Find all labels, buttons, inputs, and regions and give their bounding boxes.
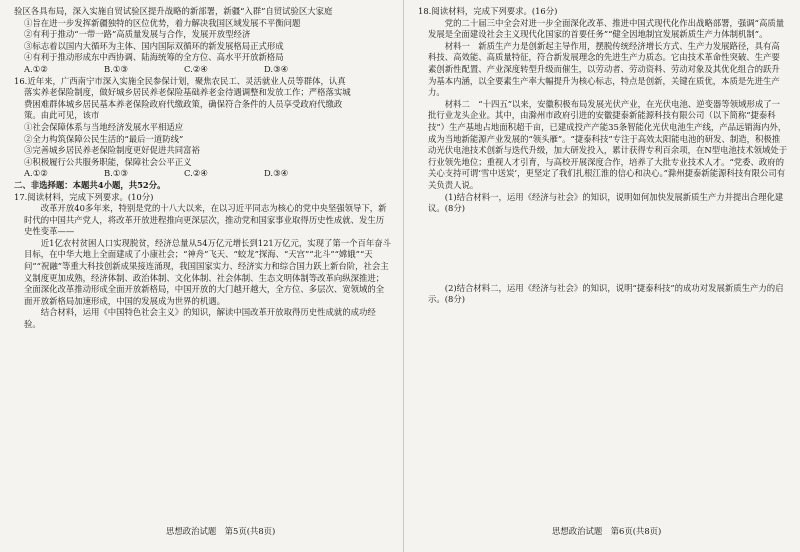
q18-material-1: 材料一 新质生产力是创新起主导作用，摆脱传统经济增长方式、生产力发展路径，具有高科技、高效能、高质量特征，符合新发展理念的先进生产力质态。它由技术革命性突破、生产要素创新性配置、产业深度转型升级而催生，以劳动者、劳动资料、劳动对象及其优化组合的跃升为基本内涵，以全要素生产率大幅提升为核心标志，特点是创新，关键在质优，本质是先进生产力。: [428, 40, 780, 98]
page-divider: [403, 0, 404, 552]
q15-item-3: ③标志着以国内大循环为主体、国内国际双循环的新发展格局正式形成: [24, 40, 284, 51]
q16-item-1: ①社会保障体系与当地经济发展水平相适应: [24, 121, 184, 132]
q16-stem-line-1: 16.近年来，广西南宁市深入实施全民参保计划，聚焦农民工、灵活就业人员等群体，认真: [14, 75, 346, 86]
q16-stem-line-3: 费困难群体城乡居民基本养老保险政府代缴政策，确保符合条件的人员享受政府代缴政: [24, 98, 343, 109]
q18-heading: 18.阅读材料，完成下列要求。(16分): [418, 6, 558, 16]
q17-heading: 17.阅读材料，完成下列要求。(10分): [14, 191, 154, 202]
q18-intro: 党的二十届三中全会对进一步全面深化改革、推进中国式现代化作出战略部署，强调“高质量发展是全面建设社会主义现代化国家的首要任务”“健全因地制宜发展新质生产力体制机制”。: [428, 17, 785, 40]
q16-stem-line-2: 落实养老保险制度，做好城乡居民养老保险基础养老金待遇调整和发放工作；严格落实城: [24, 87, 351, 98]
left-page: [14, 6, 392, 331]
section-title: 二、非选择题：本题共4小题，共52分。: [14, 179, 166, 190]
q18-material-2: 材料二 “十四五”以来，安徽积极布局发展光伏产业，在光伏电池、逆变器等领域形成了一批行业龙头企业。其中，由滁州市政府引进的安徽捷泰新能源科技有限公司（以下简称“捷泰科技”）生产基地占地面积超千亩，已建成投产产能35条智能化光伏电池生产线，产品远销海内外，成为当地新能源产业发展的“领头雁”。“捷泰科技”专注于高效太阳能电池的研发、制造，积极推动光伏电池技术创新与迭代升级，加大研发投入，累计获得专利百余项，在N型电池技术领域处于行业领先地位；重视人才引育，与高校开展深度合作，培养了大批专业技术人才。“党委、政府的关心支持可谓‘雪中送炭’，更坚定了我们扎根江淮的信心和决心。”滁州捷泰新能源科技有限公司有关负责人说。: [428, 98, 788, 190]
q16-item-4: ④积极履行公共服务职能，保障社会公平正义: [24, 156, 192, 167]
q15-item-4: ④有利于推动形成东中西协调、陆海统筹的全方位、高水平开放新格局: [24, 52, 284, 63]
q16-option-d: D.③④: [264, 168, 289, 179]
answer-space-2: [418, 306, 788, 384]
q15-stem-tail: 验区各具布局，深入实施自贸试验区提升战略的新部署，新疆“入群”自贸试验区大家庭: [14, 6, 333, 16]
q15-option-b: B.①③: [104, 63, 128, 74]
q15-option-c: C.②④: [184, 63, 208, 74]
q16-option-c: C.②④: [184, 168, 208, 179]
q16-item-2: ②全力构筑保障公民生活的“最后一道防线”: [24, 133, 184, 144]
q15-option-a: A.①②: [24, 63, 48, 74]
q16-item-3: ③完善城乡居民养老保险制度更好促进共同富裕: [24, 145, 200, 156]
q15-options: [14, 64, 392, 76]
answer-space-1: [418, 215, 788, 283]
q15-item-1: ①旨在进一步发挥新疆独特的区位优势，着力解决我国区域发展不平衡问题: [24, 17, 301, 28]
q15-item-2: ②有利于推动“一带一路”高质量发展与合作，发展开放型经济: [24, 29, 251, 40]
q17-material-para-1: 改革开放40多年来，特别是党的十八大以来，在以习近平同志为核心的党中央坚强领导下，新时代的中国共产党人，将改革开放进程推向更深层次，推动党和国家事业取得历史性成就、发生历史性变革——: [24, 203, 387, 237]
q17-material-para-2: 近1亿农村贫困人口实现脱贫，经济总量从54万亿元增长到121万亿元，实现了第一个百年奋斗目标，在中华大地上全面建成了小康社会；“神舟”飞天、“蛟龙”探海、“天宫”“北斗”“嫦娥”“天问”“祝融”等重大科技创新成果接连涌现，我国国家实力、经济实力和综合国力跃上新台阶，社会主义制度更加成熟，经济体制、政治体制、文化体制、社会体制、生态文明体制等改革向纵深推进；全面深化改革推动形成全面开放新格局，中国开放的大门越开越大，全方位、多层次、宽领域的全面开放新格局加速形成，中国的发展成为世界的机遇。: [24, 237, 392, 306]
q15-option-d: D.③④: [264, 63, 289, 74]
page-footer-right: 思想政治试题 第6页(共8页): [552, 526, 662, 536]
page-footer-left: 思想政治试题 第5页(共8页): [166, 526, 276, 536]
q17-task: 结合材料，运用《中国特色社会主义》的知识，解读中国改革开放取得历史性成就的成功经验。: [24, 307, 376, 330]
q16-option-a: A.①②: [24, 168, 48, 179]
q18-task-2: (2)结合材料二，运用《经济与社会》的知识，说明“捷泰科技”的成功对发展新质生产力的启示。(8分): [428, 282, 784, 305]
q16-stem-line-4: 策。由此可见，该市: [24, 110, 100, 121]
q18-task-1: (1)结合材料一，运用《经济与社会》的知识，说明如何加快发展新质生产力并提出合理化建议。(8分): [428, 191, 784, 214]
q16-option-b: B.①③: [104, 168, 128, 179]
q16-options: [14, 168, 392, 180]
right-page: [418, 6, 788, 384]
